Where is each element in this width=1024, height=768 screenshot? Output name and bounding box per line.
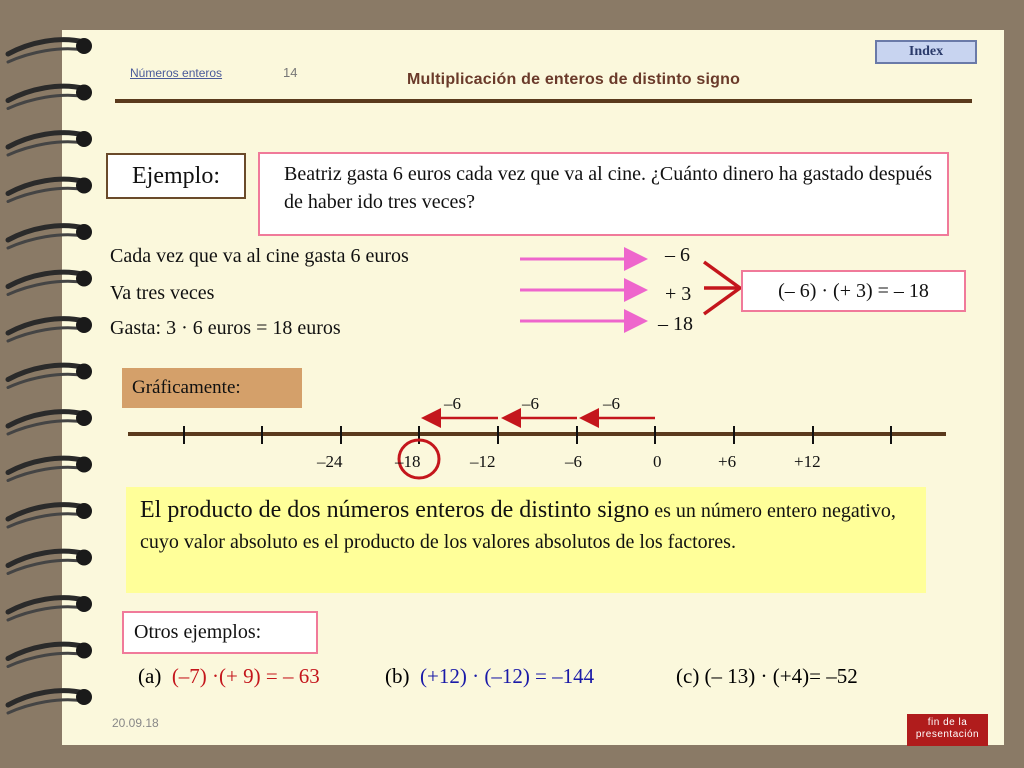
example-label: Ejemplo: — [106, 153, 246, 199]
example-a-expression: (–7) ·(+ 9) = – 63 — [171, 664, 320, 688]
end-button-line-1: fin de la — [927, 717, 968, 728]
page-number: 14 — [283, 65, 298, 80]
spiral-ring — [8, 410, 92, 434]
spiral-ring — [8, 224, 92, 248]
example-c: (c) (– 13) · (+4)= –52 — [676, 664, 858, 688]
rule-statement — [126, 487, 926, 593]
tick-label: –24 — [317, 452, 343, 471]
example-a-prefix: (a) — [138, 664, 162, 688]
spiral-ring — [8, 643, 92, 667]
rule-lead: El producto de dos números enteros de distinto signo — [140, 497, 650, 523]
tick-label: 0 — [653, 452, 662, 471]
tick-label: –6 — [565, 452, 582, 471]
spiral-ring — [8, 457, 92, 481]
graph-label: Gráficamente: — [122, 368, 302, 408]
number-line — [120, 412, 950, 482]
spiral-ring — [8, 38, 92, 62]
pink-arrows — [516, 248, 656, 338]
spiral-ring — [8, 550, 92, 574]
example-b-expression: (+12) · (–12) = –144 — [420, 664, 595, 688]
step-label-1: –6 — [444, 394, 461, 413]
value-minus-18: – 18 — [658, 313, 693, 335]
index-button[interactable]: Index — [875, 40, 977, 64]
other-examples-label: Otros ejemplos: — [122, 611, 318, 654]
reasoning-line-2: Va tres veces — [110, 282, 215, 304]
value-minus-6: – 6 — [665, 244, 690, 266]
rule-rest: es un número entero negativo, cuyo valor absoluto es el producto de los valores absolutos de los factores. — [140, 500, 896, 553]
tick-label-highlighted: –18 — [395, 452, 421, 471]
example-b — [385, 664, 594, 689]
spiral-ring — [8, 596, 92, 620]
spiral-ring — [8, 503, 92, 527]
value-plus-3: + 3 — [665, 283, 692, 305]
breadcrumb-link[interactable]: Números enteros — [130, 66, 223, 80]
spiral-ring — [8, 271, 92, 295]
end-presentation-button[interactable] — [907, 714, 988, 746]
spiral-ring — [8, 85, 92, 109]
step-label-2: –6 — [522, 394, 539, 413]
date: 20.09.18 — [112, 716, 159, 730]
slide-title: Multiplicación de enteros de distinto signo — [407, 71, 741, 88]
example-a — [138, 664, 320, 689]
problem-statement: Beatriz gasta 6 euros cada vez que va al cine. ¿Cuánto dinero ha gastado después de haber ido tres veces? — [258, 152, 949, 236]
reasoning-line-1: Cada vez que va al cine gasta 6 euros — [110, 245, 409, 267]
spiral-ring — [8, 689, 92, 713]
step-label-3: –6 — [603, 394, 620, 413]
title-divider — [115, 99, 972, 103]
result-box: (– 6) · (+ 3) = – 18 — [741, 270, 966, 312]
tick-label: –12 — [470, 452, 496, 471]
example-b-prefix: (b) — [385, 664, 410, 688]
reasoning-line-3: Gasta: 3 · 6 euros = 18 euros — [110, 317, 341, 339]
tick-label: +6 — [718, 452, 737, 471]
spiral-ring — [8, 131, 92, 155]
spiral-binding — [0, 0, 110, 768]
spiral-ring — [8, 178, 92, 202]
end-button-line-2: presentación — [915, 729, 980, 740]
tick-label: +12 — [794, 452, 821, 471]
spiral-ring — [8, 317, 92, 341]
spiral-ring — [8, 364, 92, 388]
